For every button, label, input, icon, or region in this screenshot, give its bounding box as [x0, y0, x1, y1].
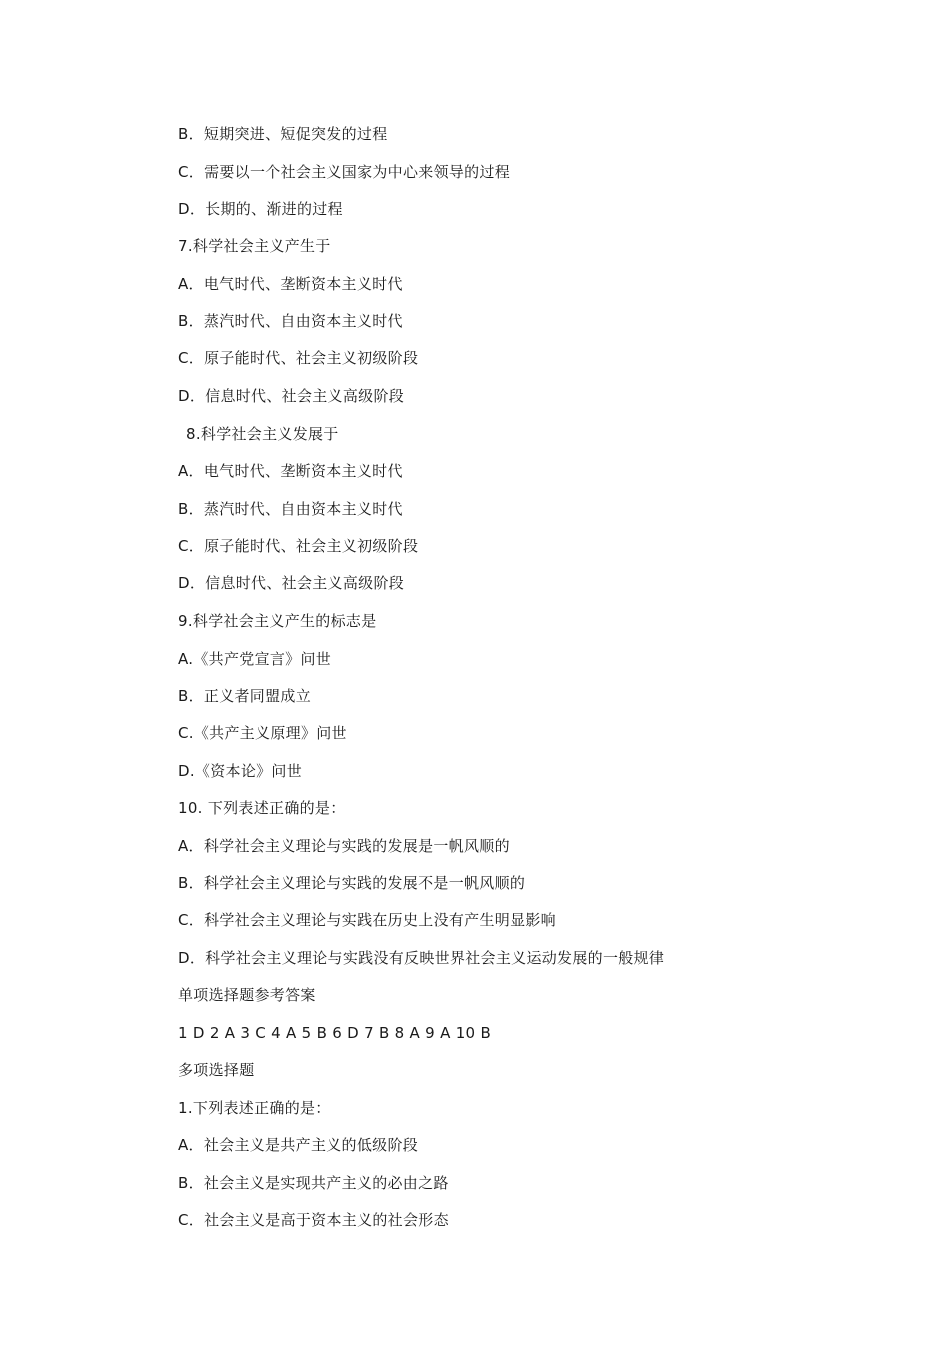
option-c-q8: C．原子能时代、社会主义初级阶段 [178, 537, 419, 555]
answer-key-heading: 单项选择题参考答案 [178, 986, 316, 1004]
option-a-mc1: A．社会主义是共产主义的低级阶段 [178, 1136, 419, 1154]
question-9: 9.科学社会主义产生的标志是 [178, 612, 377, 630]
option-b-q10: B．科学社会主义理论与实践的发展不是一帆风顺的 [178, 874, 526, 892]
option-b-q7: B．蒸汽时代、自由资本主义时代 [178, 312, 403, 330]
multiple-choice-heading: 多项选择题 [178, 1061, 255, 1079]
question-7: 7.科学社会主义产生于 [178, 237, 331, 255]
mc-question-1: 1.下列表述正确的是： [178, 1099, 331, 1117]
option-b-q6: B．短期突进、短促突发的过程 [178, 125, 388, 143]
option-c-mc1: C．社会主义是高于资本主义的社会形态 [178, 1211, 449, 1229]
option-d-q7: D．信息时代、社会主义高级阶段 [178, 387, 405, 405]
option-d-q10: D．科学社会主义理论与实践没有反映世界社会主义运动发展的一般规律 [178, 949, 665, 967]
option-c-q6: C．需要以一个社会主义国家为中心来领导的过程 [178, 163, 511, 181]
option-a-q7: A．电气时代、垄断资本主义时代 [178, 275, 403, 293]
question-8: 8.科学社会主义发展于 [186, 425, 339, 443]
option-a-q9: A.《共产党宣言》问世 [178, 650, 332, 668]
answer-key: 1 D 2 A 3 C 4 A 5 B 6 D 7 B 8 A 9 A 10 B [178, 1024, 492, 1042]
question-10: 10. 下列表述正确的是： [178, 799, 346, 817]
option-b-q9: B．正义者同盟成立 [178, 687, 311, 705]
option-b-mc1: B．社会主义是实现共产主义的必由之路 [178, 1174, 449, 1192]
option-d-q8: D．信息时代、社会主义高级阶段 [178, 574, 405, 592]
option-d-q9: D.《资本论》问世 [178, 762, 303, 780]
option-c-q9: C.《共产主义原理》问世 [178, 724, 347, 742]
option-c-q7: C．原子能时代、社会主义初级阶段 [178, 349, 419, 367]
option-d-q6: D．长期的、渐进的过程 [178, 200, 343, 218]
option-a-q10: A．科学社会主义理论与实践的发展是一帆风顺的 [178, 837, 510, 855]
option-c-q10: C．科学社会主义理论与实践在历史上没有产生明显影响 [178, 911, 556, 929]
option-b-q8: B．蒸汽时代、自由资本主义时代 [178, 500, 403, 518]
option-a-q8: A．电气时代、垄断资本主义时代 [178, 462, 403, 480]
